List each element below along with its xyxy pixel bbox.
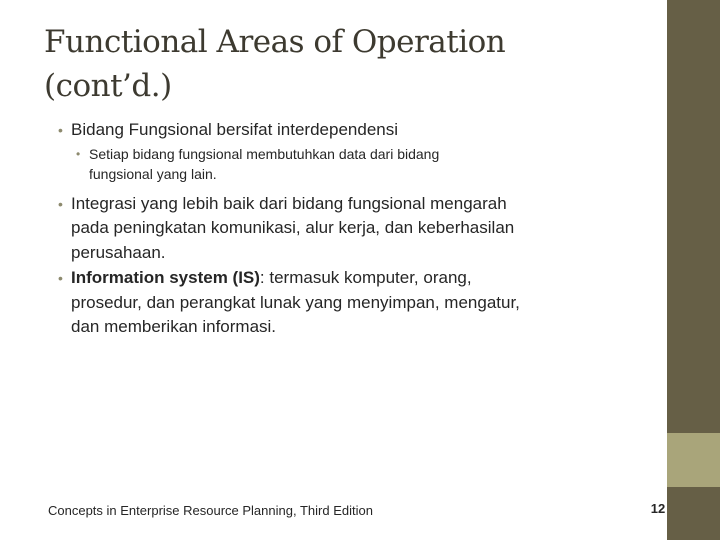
bullet-dot-icon: • — [76, 146, 81, 161]
bullet-dot-icon: • — [58, 122, 63, 138]
bullet-text-line-3: perusahaan. — [71, 242, 166, 262]
bullet-list — [29, 118, 649, 341]
bullet-text-line-2: pada peningkatan komunikasi, alur kerja, dan keberhasilan — [71, 218, 515, 237]
title-line-2: (cont’d.) — [44, 68, 172, 104]
bullet-text-line-1: : termasuk komputer, orang, — [259, 268, 472, 287]
sub-bullet-text-line-1: Setiap bidang fungsional membutuhkan data dari bidang — [89, 145, 440, 162]
bullet-bold-term: Information system (IS) — [71, 268, 260, 287]
page-number: 12 — [650, 501, 666, 516]
bullet-text-line-1: Integrasi yang lebih baik dari bidang fungsional mengarah — [71, 193, 507, 213]
bullet-item — [29, 192, 649, 266]
bullet-item — [29, 118, 649, 143]
title-line-1: Functional Areas of Operation — [44, 24, 506, 60]
sub-bullet-text-line-2: fungsional yang lain. — [89, 165, 217, 182]
bullet-text-line-3: dan memberikan informasi. — [71, 317, 277, 336]
bullet-item — [29, 266, 649, 340]
slide-footer: Concepts in Enterprise Resource Planning, Third Edition — [48, 503, 373, 518]
sidebar-dark-band — [667, 0, 720, 433]
bullet-dot-icon: • — [58, 195, 63, 212]
bullet-text-line-2: prosedur, dan perangkat lunak yang menyimpan, mengatur, — [71, 292, 520, 312]
bullet-dot-icon: • — [58, 270, 63, 286]
slide-title — [44, 20, 644, 108]
bullet-text: Bidang Fungsional bersifat interdependensi — [71, 120, 399, 139]
sub-bullet-item — [29, 144, 649, 184]
sidebar-light-band — [667, 433, 720, 487]
